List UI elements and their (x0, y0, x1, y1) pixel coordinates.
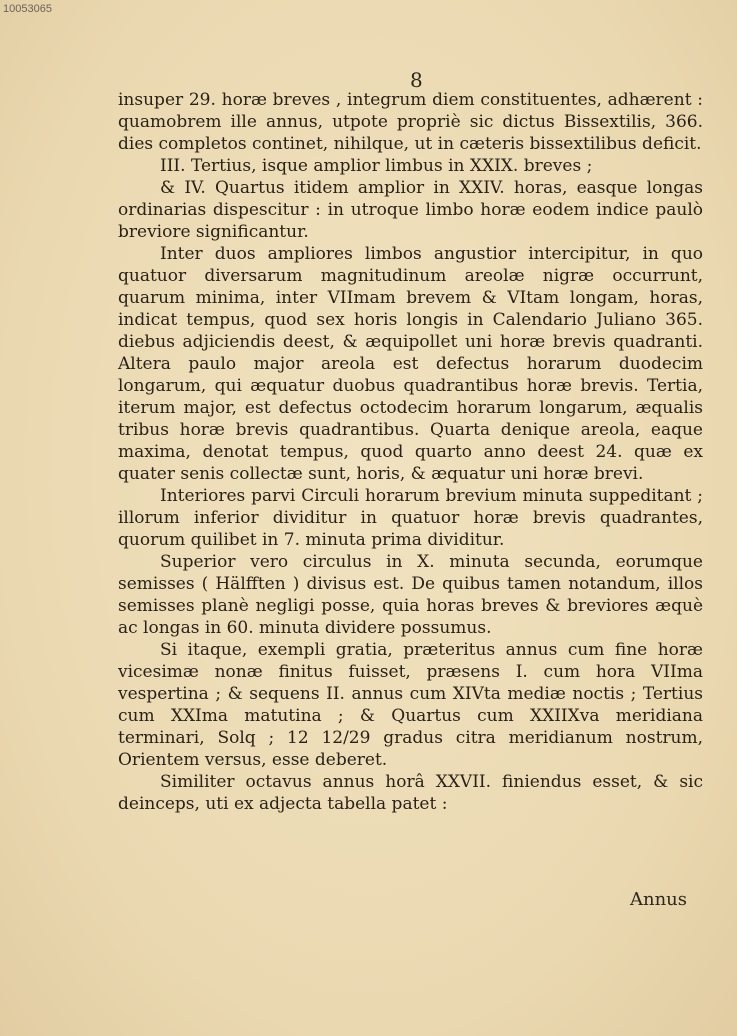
paragraph-quartus: & IV. Quartus itidem amplior in XXIV. horas, easque longas ordinarias dispescitur : in utroque limbo horæ eodem indice paulò breviore significantur. (118, 178, 703, 242)
paragraph-continuation: insuper 29. horæ breves , integrum diem constituentes, adhærent : quamobrem ille annus, utpote propriè sic dictus Bissextilis, 366. dies completos continet, nihilque, ut in cæteris bissextilibus deficit. (118, 90, 703, 154)
paragraph-si-itaque: Si itaque, exempli gratia, præteritus annus cum fine horæ vicesimæ nonæ finitus fuisset, præsens I. cum hora VIIma vespertina ; & sequens II. annus cum XIVta mediæ noctis ; Tertius cum XXIma matutina ; & Quartus cum XXIIXva meridiana terminari, Solq ; 12 12/29 gradus citra meridianum nostrum, Orientem versus, esse deberet. (118, 640, 703, 770)
paragraph-inter-duos: Inter duos ampliores limbos angustior intercipitur, in quo quatuor diversarum magnitudinum areolæ nigræ occurrunt, quarum minima, inter VIImam brevem & VItam longam, horas, indicat tempus, quod sex horis longis in Calendario Juliano 365. diebus adjiciendis deest, & æquipollet uni horæ brevis quadranti. Altera paulo major areola est defectus horarum duodecim longarum, qui æquatur duobus quadrantibus horæ brevis. Tertia, iterum major, est defectus octodecim horarum longarum, æqualis tribus horæ brevis quadrantibus. Quarta denique areola, eaque maxima, denotat tempus, quod quarto anno deest 24. quæ ex quater senis collectæ sunt, horis, & æquatur uni horæ brevi. (118, 244, 703, 484)
catchword: Annus (630, 889, 688, 910)
page-number: 8 (410, 68, 423, 92)
paragraph-interiores: Interiores parvi Circuli horarum brevium minuta suppeditant ; illorum inferior dividitur in quatuor horæ brevis quadrantes, quorum quilibet in 7. minuta prima dividitur. (118, 486, 703, 550)
image-id-label: 10053065 (3, 3, 52, 15)
paragraph-superior: Superior vero circulus in X. minuta secunda, eorumque semisses ( Hälfften ) divisus est. De quibus tamen notandum, illos semisses planè negligi posse, quia horas breves & breviores æquè ac longas in 60. minuta dividere possumus. (118, 552, 703, 638)
paragraph-tertius: III. Tertius, isque amplior limbus in XXIX. breves ; (160, 156, 593, 176)
paragraph-similiter: Similiter octavus annus horâ XXVII. finiendus esset, & sic deinceps, uti ex adjecta tabella patet : (118, 772, 703, 814)
body-text (118, 89, 703, 815)
